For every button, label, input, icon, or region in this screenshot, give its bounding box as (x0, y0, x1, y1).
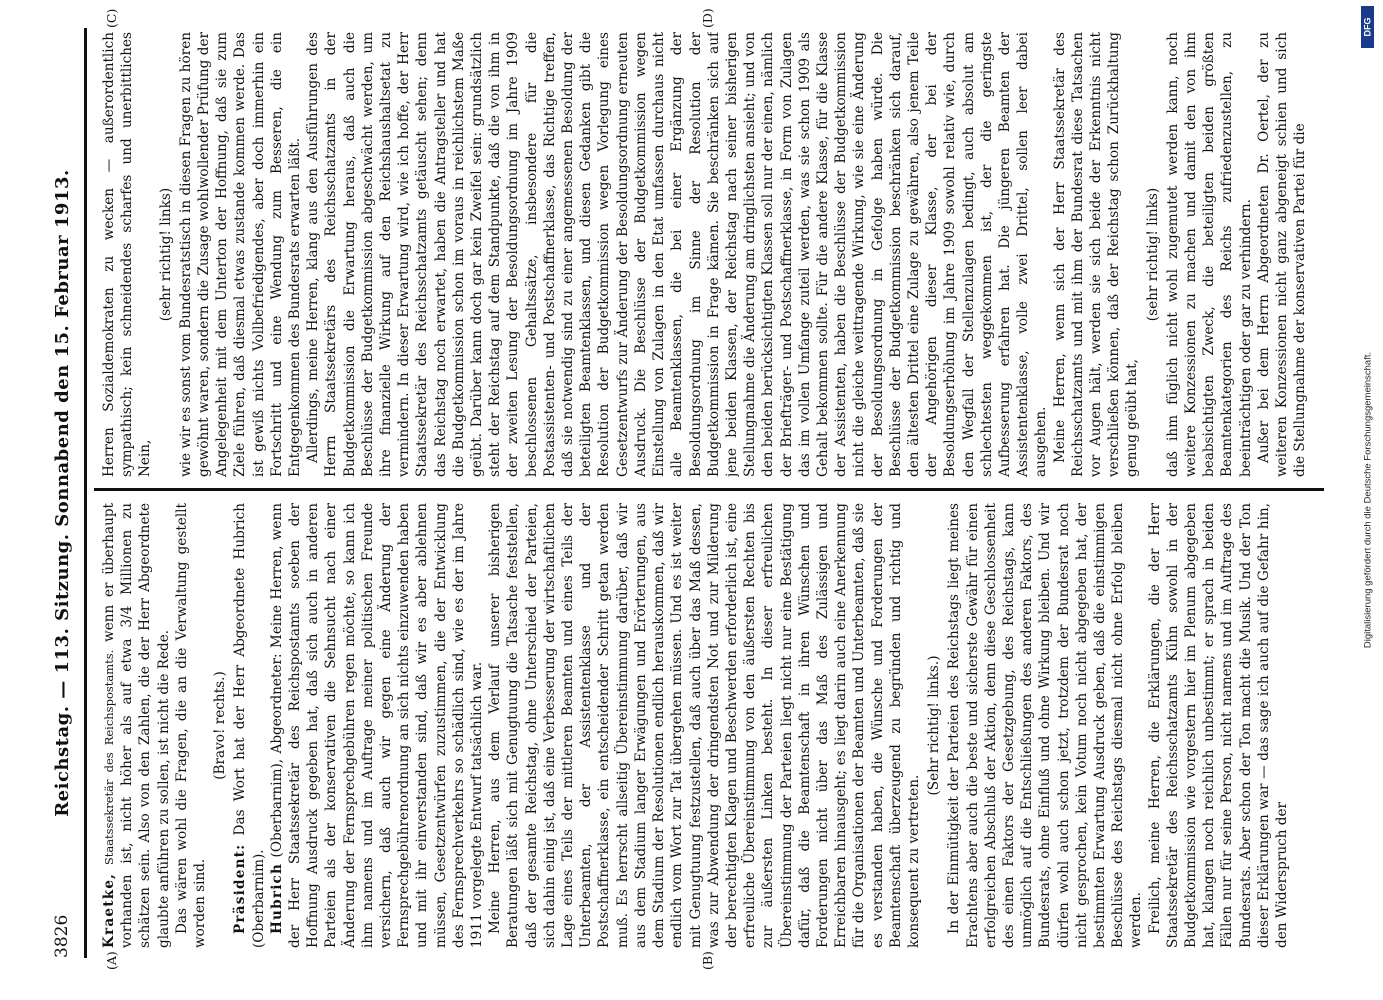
column-divider (94, 488, 1324, 491)
president-text: Das Wort hat der Herr Abgeordnete Hubrich (Oberbarnim). (232, 503, 267, 948)
paragraph: Allerdings, meine Herren, klang aus den Ausführungen des Herrn Staatssekretärs des Reichsschatzamts in der Budgetkommission die Erwartung heraus, daß auch die Beschlüsse der Budgetkommission abgeschwächt werden, um ihre finanzielle Wirkung auf den Reichshaushaltsetat zu vermindern. In dieser Erwartung wird, wie ich hoffe, der Herr Staatssekretär des Reichsschatzamts getäuscht sehen; denn das Reichstag noch erwartet, haben die Antragsteller und hat die Budgetkommission schon im voraus in reichlichstem Maße geübt. Darüber kann doch gar kein Zweifel sein: grundsätzlich steht der Reichstag auf dem Standpunkte, daß die von ihm in der zweiten Lesung der Besoldungsordnung im Jahre 1909 beschlossenen Gehaltssätze, insbesondere für die Postassistenten- und Postschaffnerklasse, das Richtige treffen, daß sie notwendig sind zu einer angemessenen Besoldung der beteiligten Beamtenklassen, und diesen Gedanken gibt die Resolution der Budgetkommission wegen Vorlegung eines Gesetzentwurfs zur Änderung der Besoldungsordnung erneuten Ausdruck. Die Beschlüsse der Budgetkommission wegen Einstellung von Zulagen in den Etat umfassen durchaus nicht alle Beamtenklassen, die bei einer Ergänzung der Besoldungsordnung im Sinne der Resolution der Budgetkommission in Frage kämen. Sie beschränken sich auf jene beiden Klassen, der Reichstag nach seiner bisherigen Stellungnahme die Änderung am dringlichsten ansieht; und von den beiden berücksichtigten Klassen soll nur der einen, nämlich der Briefträger- und Postschaffnerklasse, in Form von Zulagen das im vollen Umfange zuteil werden, was sie schon 1909 als Gehalt bekommen sollte. Für die andere Klasse, für die Klasse der Assistenten, haben die Beschlüsse der Budgetkommission nicht die gleiche weittragende Wirkung, wie sie eine Änderung der Besoldungsordnung in Gefolge haben würde. Die Beschlüsse der Budgetkommission beschränken sich darauf, den ältesten Drittel eine Zulage zu gewähren, also jenem Teile der Angehörigen dieser Klasse, der bei der Besoldungserhöhung im Jahre 1909 sowohl relativ wie, durch den Wegfall der Stellenzulagen bedingt, auch absolut am schlechtesten weggekommen ist, der die geringste Aufbesserung erfahren hat. Die jüngeren Beamten der Assistentenklasse, volle zwei Drittel, sollen leer dabei ausgehen. (305, 32, 1050, 477)
paragraph-text: wenn er überhaupt vorhanden ist, nicht höher als auf etwa 3/4 Millionen zu schätzen sein. Also von den Zahlen, die der Herr Abgeordnete glaubte anführen zu sollen, ist nicht die Rede. (101, 503, 172, 948)
digitization-note: Digitalisierung gefördert durch die Deutsche Forschungsgemeinschaft. (1362, 351, 1374, 649)
paragraph: Außer bei dem Herrn Abgeordneten Dr. Oertel, der zu weiteren Konzessionen nicht ganz abgeneigt schien und sich die Stellungnahme der konservativen Partei für die (1255, 32, 1309, 477)
header-rule (84, 28, 87, 958)
applause-note: (Bravo! rechts.) (212, 671, 229, 780)
paragraph: Meine Herren, wenn sich der Herr Staatssekretär des Reichsschatzamts und mit ihm der Bundesrat diese Tatsachen vor Augen hält, werden sie sich beide der Erkenntnis nicht verschließen können, daß der Reichstag schon Zurückhaltung genug geübt hat, (1051, 32, 1141, 477)
applause-note: (sehr richtig! links) (1144, 187, 1161, 322)
paragraph-text: (Oberbarnim), Abgeordneter: Meine Herren, wenn der Herr Staatssekretär des Reichspostamts soeben der Hoffnung Ausdruck gegeben hat, daß sich auch in anderen Parteien als der konservativen die Sehnsucht nach einer Änderung der Fernsprechgebühren regen möchte, so kann ich ihm namens und im Auftrage meiner politischen Freunde versichern, daß auch wir gegen eine Änderung der Fernsprechgebührenordnung an sich nichts einzuwenden haben und mit ihr einverstanden sind, daß wir es aber ablehnen müssen, Gesetzentwürfen zuzustimmen, die der Entwicklung des Fernsprechverkehrs so schädlich sind, wie es der im Jahre 1911 vorgelegte Entwurf tatsächlich war. (268, 503, 486, 948)
speaker-name-hubrich: Hubrich (268, 862, 285, 934)
dfg-logo (1361, 6, 1374, 48)
paragraph: In der Einmütigkeit der Parteien des Reichstags liegt meines Erachtens aber auch die beste und sicherste Gewähr für einen erfolgreichen Abschluß der Aktion, denn diese Geschlossenheit des einen Faktors der Gesetzgebung, des Reichstags, kann unmöglich auf die Entschließungen des anderen Faktors, des Bundesrats, ohne Einfluß und ohne Wirkung bleiben. Und wir dürfen wohl auch schon jetzt, trotzdem der Bundesrat noch nicht gesprochen, kein Votum noch nicht abgegeben hat, der bestimmten Erwartung Ausdruck geben, daß die einstimmigen Beschlüsse des Reichstags diesmal nicht ohne Erfolg bleiben werden. (946, 503, 1145, 948)
speaker-name: Kraetke, (101, 872, 117, 948)
margin-marker-b: (B) (700, 951, 715, 970)
right-column (100, 32, 1365, 477)
page-number: 3826 (52, 914, 72, 958)
margin-marker-d: (D) (700, 8, 715, 28)
page-title: Reichstag. — 113. Sitzung. Sonnabend den 15. Februar 1913. (52, 169, 73, 817)
applause-note: (sehr richtig! links) (157, 187, 174, 322)
paragraph: Das wären wohl die Fragen, die an die Verwaltung gestellt worden sind. (173, 503, 209, 948)
paragraph: daß ihm füglich nicht wohl zugemutet werden kann, noch weitere Konzessionen zu machen und damit den von ihm beabsichtigten Zweck, die beteiligten beiden größten Beamtenkategorien des Reichs zufriedenzustellen, zu beeinträchtigen oder gar zu verhindern. (1164, 32, 1254, 477)
speech-paragraph (268, 503, 486, 948)
margin-marker-c: (C) (104, 8, 119, 28)
speaker-role: Staatssekretär des Reichspostamts. (102, 649, 116, 866)
dfg-logo-text: DFG (1362, 17, 1373, 37)
paragraph: Freilich, meine Herren, die Erklärungen, die der Herr Staatssekretär des Reichsschatzamts Kühn sowohl in der Budgetkommission wie vorgestern hier im Plenum abgegeben hat, klangen noch reichlich unbestimmt; er sprach in beiden Fällen nur für seine Person, nicht namens und im Auftrage des Bundesrats. Aber schon der Ton macht die Musik. Und der Ton dieser Erklärungen war — das sage ich auch auf die Gefahr hin, den Widerspruch der (1146, 503, 1290, 948)
paragraph: wie wir es sonst vom Bundesratstisch in diesen Fragen zu hören gewöhnt waren, sondern die Zusage wohlwollender Prüfung der Angelegenheit mit dem Unterton der Hoffnung, daß sie zum Ziele führen, daß diesmal etwas zustande kommen werde. Das ist gewiß nichts Vollbefriedigendes, aber doch immerhin ein Fortschritt und eine Wendung zum Besseren, die ein Entgegenkommen des Bundesrats erwarten läßt. (177, 32, 304, 477)
applause-note: (Sehr richtig! links.) (926, 655, 943, 796)
paragraph: Meine Herren, aus dem Verlauf unserer bisherigen Beratungen läßt sich mit Genugtuung die Tatsache feststellen, daß der gesamte Reichstag, ohne Unterschied der Parteien, sich dahin einig ist, daß eine Verbesserung der wirtschaftlichen Lage eines Teils der mittleren Beamten und eines Teils der Unterbeamten, der Assistentenklasse und der Postschaffnerklasse, ein entscheidender Schritt getan werden muß. Es herrscht allseitig Übereinstimmung darüber, daß wir aus dem Stadium langer Erwägungen und Erörterungen, aus dem Stadium der Resolutionen endlich herauskommen, daß wir endlich vom Wort zur Tat übergehen müssen. Und es ist weiter mit Genugtuung festzustellen, daß auch über das Maß dessen, was zur Abwendung der dringendsten Not und zur Milderung der berechtigten Klagen und Beschwerden erforderlich ist, eine erfreuliche Übereinstimmung von den äußersten Rechten bis zur äußersten Linken besteht. In dieser erfreulichen Übereinstimmung der Parteien liegt nicht nur eine Bestätigung dafür, daß die Beamtenschaft in ihren Wünschen und Forderungen nicht über das Maß des Zulässigen und Erreichbaren hinausgeht; es liegt darin auch eine Anerkennung für die Organisationen der Beamten und Unterbeamten, daß sie es verstanden haben, die Wünsche und Forderungen der Beamtenschaft überzeugend zu begründen und richtig und konsequent zu vertreten. (487, 503, 922, 948)
margin-marker-a: (A) (104, 951, 119, 970)
president-paragraph (231, 503, 267, 948)
left-column (100, 503, 1365, 948)
paragraph: Herren Sozialdemokraten zu wecken — außerordentlich sympathisch; kein schneidendes scharfes und unerbittliches Nein, (101, 32, 154, 477)
page-header (46, 28, 78, 958)
opening-paragraph (100, 503, 173, 948)
president-label: Präsident: (232, 843, 249, 934)
